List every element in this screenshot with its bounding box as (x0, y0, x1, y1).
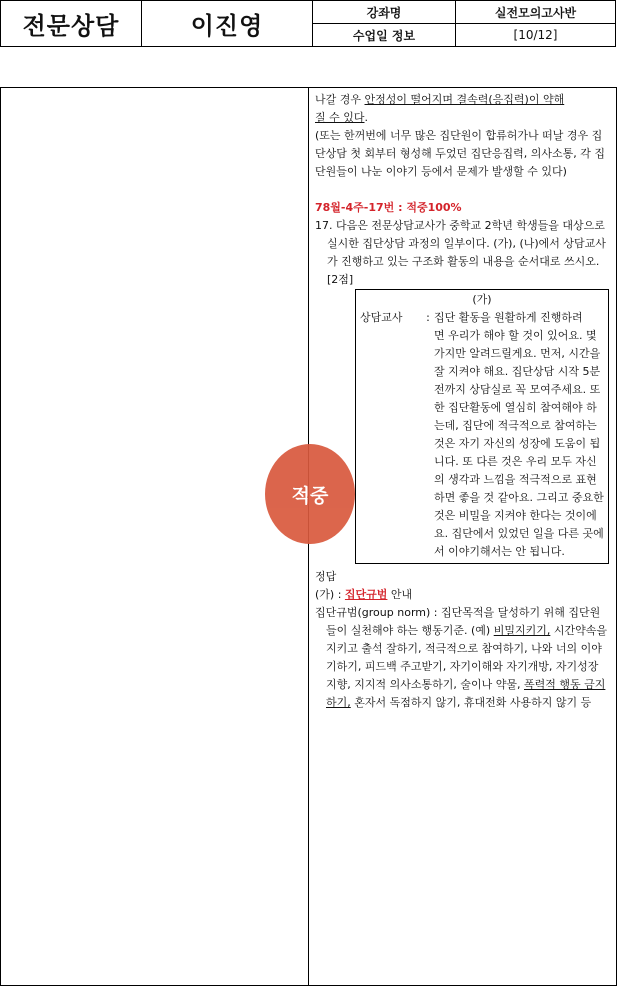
class-info-value: [10/12] (456, 24, 616, 47)
intro-underline-2: 질 수 있다 (315, 111, 365, 124)
definition-underline-1: 비밀지키기, (493, 624, 551, 637)
intro-underline-1: 안정성이 떨어지며 결속력(응집력)이 약해 (364, 93, 565, 106)
speaker-label: 상담교사 (360, 311, 403, 324)
speaker-colon: : (426, 311, 430, 324)
definition-paragraph: 집단규범(group norm) : 집단목적을 달성하기 위해 집단원들이 실천해야 하는 행동기준. (예) 비밀지키기, 시간약속을 지키고 출석 잘하기, 적극적으로 참여하기, 나와 너의 이야기하기, 피드백 주고받기, 자기이해와 자기개방, 자기성장 지향, 지지적 의사소통하기, 술이나 약물, 폭력적 행동 금지하기, 혼자서 독점하지 않기, 휴대전화 사용하지 않기 등 (315, 606, 607, 709)
dialogue-first-line: 집단 활동을 원활하게 진행하려 (434, 311, 583, 324)
class-info-label: 수업일 정보 (313, 24, 456, 47)
dialogue-text: 면 우리가 해야 할 것이 있어요. 몇 가지만 알려드릴게요. 먼저, 시간을 잘 지켜야 해요. 집단상담 시작 5분 전까지 상담실로 꼭 모여주세요. 또한 집단활동에 열심히 참여해야 하는데, 집단에 적극적으로 참여하는 것은 자기 자신의 성장에 도움이 됩니다. 또 다른 것은 우리 모두 자신의 생각과 느낌을 적극적으로 표현하면 좋을 것 같아요. 그리고 중요한 것은 비밀을 지켜야 한다는 것이에요. 집단에서 있었던 일을 다른 곳에서 이야기해서는 안 됩니다. (434, 329, 604, 558)
answer-label: 정답 (315, 570, 337, 583)
intro-paragraph: 나갈 경우 안정성이 떨어지며 결속력(응집력)이 약해 질 수 있다. (315, 93, 565, 124)
note-paragraph: (또는 한꺼번에 너무 많은 집단원이 합류허가나 떠날 경우 집단상담 첫 회부터 형성해 두었던 집단응집력, 의사소통, 각 집단원들이 나눈 이야기 등에서 문제가 발생할 수 있다) (315, 129, 605, 178)
answer-key: 집단규범 (344, 588, 388, 601)
header-table (0, 0, 616, 47)
answer-line: (가) : 집단규범 안내 (315, 588, 413, 601)
dialogue-box (355, 289, 609, 564)
question-text: 17. 다음은 전문상담교사가 중학교 2학년 학생들을 대상으로 실시한 집단상담 과정의 일부이다. (가), (나)에서 상담교사가 진행하고 있는 구조화 활동의 내용을 순서대로 쓰시오.[2점] (315, 219, 606, 286)
course-value: 실전모의고사반 (456, 1, 616, 24)
hit-tag: 78월-4주-17번 : 적중100% (315, 201, 462, 214)
course-label: 강좌명 (313, 1, 456, 24)
definition-underline-2: 폭력적 행동 금지하기, (326, 678, 606, 709)
dialogue-box-title: (가) (472, 293, 492, 306)
hit-stamp: 적중 (265, 444, 355, 544)
right-column (315, 91, 610, 712)
subject-title: 전문상담 (1, 1, 142, 47)
instructor-name: 이진영 (142, 1, 313, 47)
